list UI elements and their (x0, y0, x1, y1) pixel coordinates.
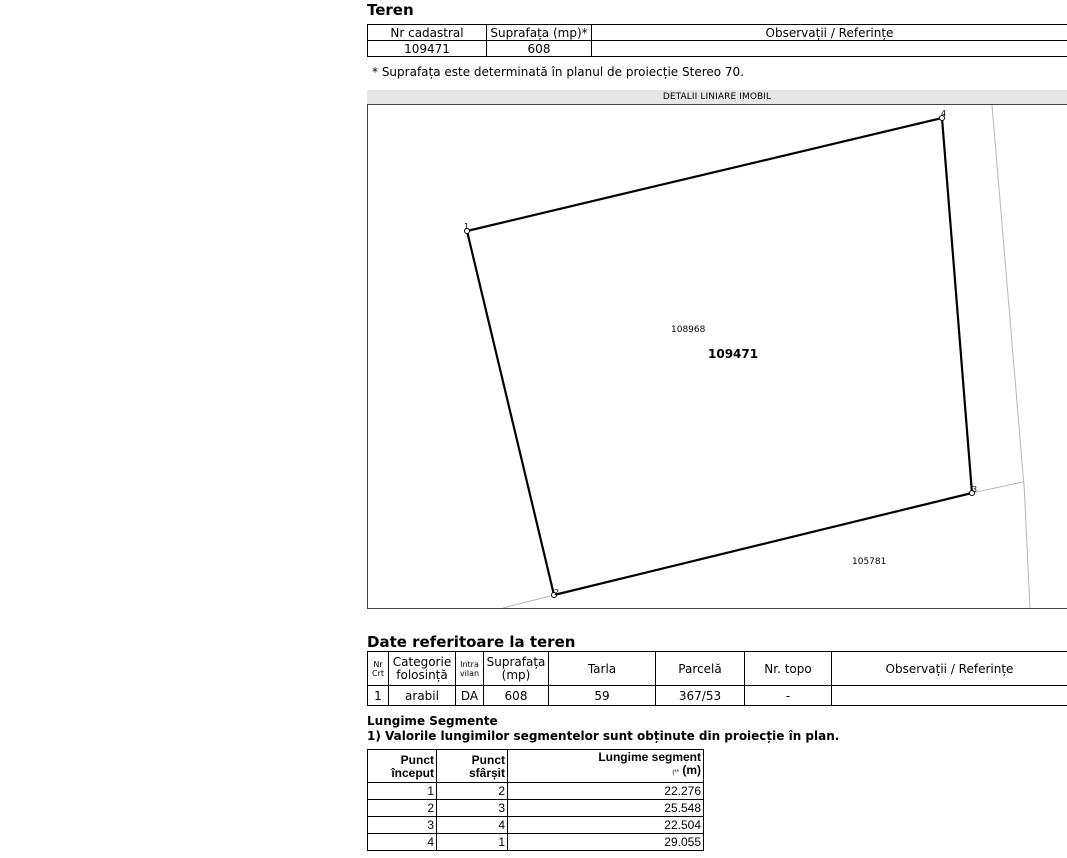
header-lungime-label: Lungime segment (598, 750, 701, 764)
teren-heading: Teren (367, 1, 414, 19)
cell-length: 25.548 (508, 800, 704, 817)
teren-footnote: * Suprafața este determinată în planul de proiecție Stereo 70. (372, 65, 745, 79)
neighbor-label: 105781 (852, 557, 887, 567)
map-title: DETALII LINIARE IMOBIL (367, 90, 1067, 104)
cell-suprafata: 608 (484, 686, 549, 706)
vertex-label: 1 (464, 222, 470, 231)
cell-suprafata: 608 (487, 41, 592, 57)
teren-table (367, 24, 1067, 57)
header-lungime-unit: (m) (682, 763, 701, 777)
cell-start: 1 (368, 783, 437, 800)
date-teren-header (368, 652, 1067, 686)
header-punct-inceput: Punct început (368, 750, 437, 783)
neighbor-label: 108968 (671, 325, 706, 335)
cell-length: 29.055 (508, 834, 704, 851)
cell-start: 2 (368, 800, 437, 817)
cell-start: 4 (368, 834, 437, 851)
header-lungime-note: (** (672, 770, 679, 776)
cell-end: 3 (437, 800, 508, 817)
parcel-label: 109471 (708, 347, 759, 361)
cell-categorie: arabil (389, 686, 456, 706)
teren-table-header (368, 25, 1067, 41)
header-nr-topo: Nr. topo (745, 652, 832, 686)
cell-length: 22.504 (508, 817, 704, 834)
neighbor-boundary-southeast (972, 482, 1023, 493)
header-observatii: Observații / Referințe (592, 25, 1067, 41)
vertex-label: 3 (972, 485, 978, 494)
date-teren-row (368, 686, 1067, 706)
header-lungime (508, 750, 704, 783)
header-categorie: Categorie folosință (389, 652, 456, 686)
header-observatii: Observații / Referințe (832, 652, 1067, 686)
segmente-header (368, 750, 704, 783)
cell-observatii (592, 41, 1067, 57)
cell-nr-cadastral: 109471 (368, 41, 487, 57)
header-intravilan: Intra vilan (456, 652, 484, 686)
cell-end: 4 (437, 817, 508, 834)
header-nr-crt: Nr Crt (368, 652, 389, 686)
neighbor-boundary-south (1024, 483, 1030, 608)
header-parcela: Parcelă (656, 652, 745, 686)
cell-end: 1 (437, 834, 508, 851)
map-panel (367, 104, 1067, 609)
vertex-label: 2 (554, 588, 560, 597)
segmente-note: 1) Valorile lungimilor segmentelor sunt obținute din proiecție în plan. (367, 729, 840, 743)
segmente-heading: Lungime Segmente (367, 714, 498, 728)
cell-tarla: 59 (549, 686, 656, 706)
table-row (368, 783, 704, 800)
header-nr-cadastral: Nr cadastral (368, 25, 487, 41)
parcel-plan (368, 105, 1067, 608)
date-teren-table (367, 651, 1067, 706)
header-punct-sfarsit: Punct sfârșit (437, 750, 508, 783)
vertex-label: 4 (941, 109, 947, 118)
header-tarla: Tarla (549, 652, 656, 686)
cell-parcela: 367/53 (656, 686, 745, 706)
teren-table-row (368, 41, 1067, 57)
cell-observatii (832, 686, 1067, 706)
header-suprafata: Suprafața (mp) (484, 652, 549, 686)
neighbor-boundary-east (992, 105, 1024, 486)
table-row (368, 834, 704, 851)
neighbor-boundary-southwest (503, 595, 554, 608)
cell-nr-topo: - (745, 686, 832, 706)
header-suprafata: Suprafața (mp)* (487, 25, 592, 41)
cell-nr-crt: 1 (368, 686, 389, 706)
cell-end: 2 (437, 783, 508, 800)
cell-intravilan: DA (456, 686, 484, 706)
date-teren-heading: Date referitoare la teren (367, 633, 576, 651)
table-row (368, 800, 704, 817)
cell-length: 22.276 (508, 783, 704, 800)
segmente-table (367, 749, 704, 851)
cell-start: 3 (368, 817, 437, 834)
table-row (368, 817, 704, 834)
